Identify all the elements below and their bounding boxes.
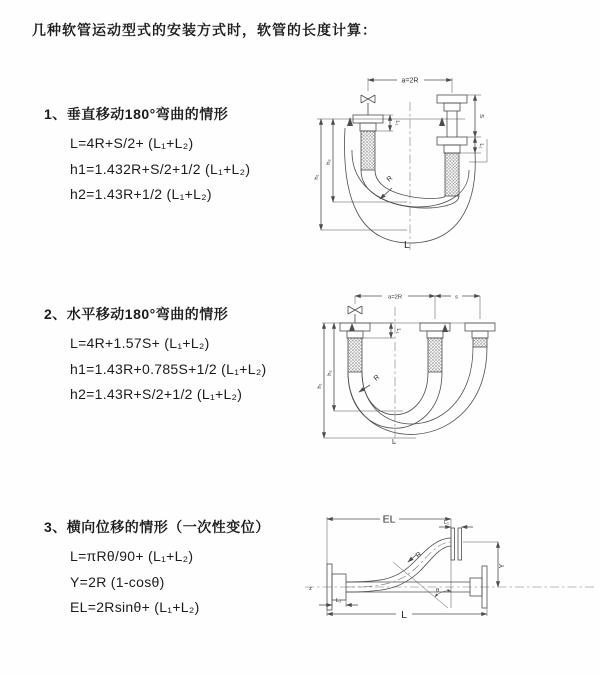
dimension-s xyxy=(460,95,484,153)
valve-icon xyxy=(348,306,362,323)
dimension-s-shift xyxy=(435,295,480,301)
formula-l: L=πRθ/90+ (L₁+L₂) xyxy=(70,548,194,564)
dim-label-l1: L₁ xyxy=(443,520,449,526)
dim-label-a2r: a=2R xyxy=(387,294,403,301)
dim-label-l1: L₁ xyxy=(394,120,400,126)
formula-h2: h2=1.43R+S/2+1/2 (L₁+L₂) xyxy=(70,386,243,402)
section-3-heading: 3、横向位移的情形（一次性变位） xyxy=(44,519,270,535)
diagram-horizontal-180-bend xyxy=(308,283,598,458)
section-1-heading: 1、垂直移动180°弯曲的情形 xyxy=(44,106,229,122)
dim-label-r: R xyxy=(385,174,395,184)
dimension-l2 xyxy=(319,598,358,607)
section-lateral-displacement xyxy=(44,517,270,621)
radius-callout xyxy=(393,551,448,608)
dimension-a2r xyxy=(355,295,480,320)
formula-l: L=4R+S/2+ (L₁+L₂) xyxy=(70,135,194,151)
dim-label-l1-right: L₁ xyxy=(478,143,484,149)
left-fitting xyxy=(340,323,370,372)
dimension-h1 xyxy=(314,119,407,230)
dim-label-l: L xyxy=(404,239,410,251)
dim-label-r: R xyxy=(372,373,382,383)
diagram-vertical-180-bend xyxy=(303,62,588,262)
dimension-l xyxy=(327,608,487,621)
dimension-y xyxy=(463,542,506,587)
formula-h1: h1=1.432R+S/2+1/2 (L₁+L₂) xyxy=(70,160,251,177)
dim-label-y: Y xyxy=(499,563,506,569)
dim-label-h1: h₁ xyxy=(317,383,323,389)
section-horizontal-movement xyxy=(44,304,267,408)
formula-el: EL=2Rsinθ+ (L₁+L₂) xyxy=(70,599,200,615)
formula-l: L=4R+1.57S+ (L₁+L₂) xyxy=(70,335,210,351)
section-2-heading: 2、水平移动180°弯曲的情形 xyxy=(44,306,229,322)
middle-fitting xyxy=(420,323,450,372)
dim-label-l: L xyxy=(401,609,407,621)
left-fitting xyxy=(347,115,383,170)
dim-label-h2: h₂ xyxy=(326,159,332,165)
dimension-h2 xyxy=(327,323,403,411)
right-fitting-displaced xyxy=(465,323,495,347)
dimension-l1 xyxy=(439,520,473,527)
upper-flange xyxy=(451,528,462,560)
formula-h2: h2=1.43R+1/2 (L₁+L₂) xyxy=(70,186,212,202)
formula-h1: h1=1.43R+0.785S+1/2 (L₁+L₂) xyxy=(70,360,267,377)
dim-label-l2: L₂ xyxy=(336,598,342,604)
curved-hose xyxy=(346,538,451,592)
break-mark: z xyxy=(309,586,312,592)
diagram-lateral-displacement xyxy=(300,500,600,648)
dim-label-s: s xyxy=(455,294,458,301)
dim-label-r: R xyxy=(414,550,424,560)
formula-y: Y=2R (1-cosθ) xyxy=(70,573,165,590)
dim-label-a2r: a=2R xyxy=(401,77,419,85)
dim-label-h2: h₂ xyxy=(327,370,333,376)
dim-label-el: EL xyxy=(382,513,396,526)
dimension-a2r xyxy=(368,78,452,94)
dim-label-theta: θ xyxy=(436,588,440,594)
radius-callout xyxy=(380,175,394,199)
angle-theta xyxy=(435,588,451,597)
dim-label-h1: h₁ xyxy=(314,174,320,180)
dim-label-l1: L₁ xyxy=(395,328,401,334)
dim-label-l: L xyxy=(392,439,396,446)
section-vertical-movement xyxy=(44,104,250,208)
dimension-h1 xyxy=(317,323,416,438)
page-title: 几种软管运动型式的安装方式时，软管的长度计算： xyxy=(32,22,377,38)
valve-icon xyxy=(361,95,375,115)
hose-curves xyxy=(348,347,487,434)
dim-label-s: S xyxy=(478,114,484,118)
